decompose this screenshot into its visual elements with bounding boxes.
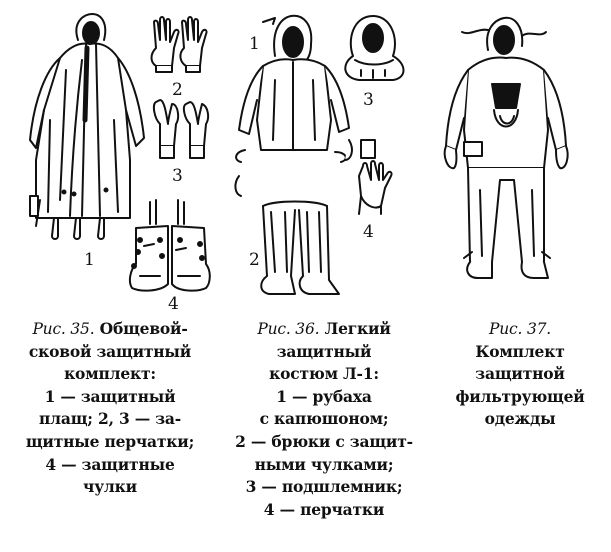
caption-first-line — [4, 318, 216, 341]
caption-line: одежды — [484, 409, 556, 429]
figure-35-caption — [4, 318, 216, 499]
caption-line: 4 — защитные — [45, 454, 175, 474]
item-number-3: 3 — [363, 90, 374, 110]
item-number-1: 1 — [84, 250, 95, 270]
figure-36 — [215, 0, 430, 315]
item-number-3: 3 — [172, 166, 183, 186]
caption-line: 3 — подшлемник; — [245, 477, 403, 497]
gloves-illustration — [215, 0, 430, 315]
caption-line: защитной — [475, 364, 565, 384]
figure-label: Рис. 35. — [32, 320, 95, 338]
caption-line: сковой защитный — [28, 341, 192, 361]
caption-first-line — [432, 318, 608, 341]
item-number-4: 4 — [168, 294, 179, 314]
figure-35 — [0, 0, 215, 315]
caption-line: Легкий — [324, 319, 391, 338]
caption-line: защитный — [276, 341, 372, 361]
caption-line: комплект: — [64, 364, 156, 384]
item-number-2: 2 — [249, 250, 260, 270]
item-number-1: 1 — [249, 34, 260, 54]
figure-label: Рис. 36. — [257, 320, 320, 338]
caption-line: 1 — защитный — [44, 386, 176, 406]
caption-line: фильтрующей — [455, 386, 585, 406]
caption-line: 4 — перчатки — [263, 499, 385, 519]
figure-37-caption — [432, 318, 608, 431]
caption-line: 2 — брюки с защит- — [235, 431, 413, 451]
caption-line: Общевой- — [99, 319, 188, 338]
caption-line: ными чулками; — [254, 454, 394, 474]
caption-first-line — [218, 318, 430, 341]
caption-line: с капюшоном; — [259, 409, 389, 429]
filtering-suit-illustration — [430, 0, 611, 315]
caption-line: чулки — [83, 477, 137, 497]
item-number-4: 4 — [363, 222, 374, 242]
item-number-2: 2 — [172, 80, 183, 100]
caption-line: 1 — рубаха — [276, 386, 372, 406]
figure-37 — [430, 0, 611, 315]
figure-36-caption — [218, 318, 430, 521]
protective-stockings-illustration — [0, 0, 215, 315]
caption-line: плащ; 2, 3 — за- — [38, 409, 182, 429]
caption-line: костюм Л-1: — [269, 364, 379, 384]
caption-line: щитные перчатки; — [25, 431, 195, 451]
figure-label: Рис. 37. — [489, 320, 551, 338]
caption-line: Комплект — [475, 341, 565, 361]
